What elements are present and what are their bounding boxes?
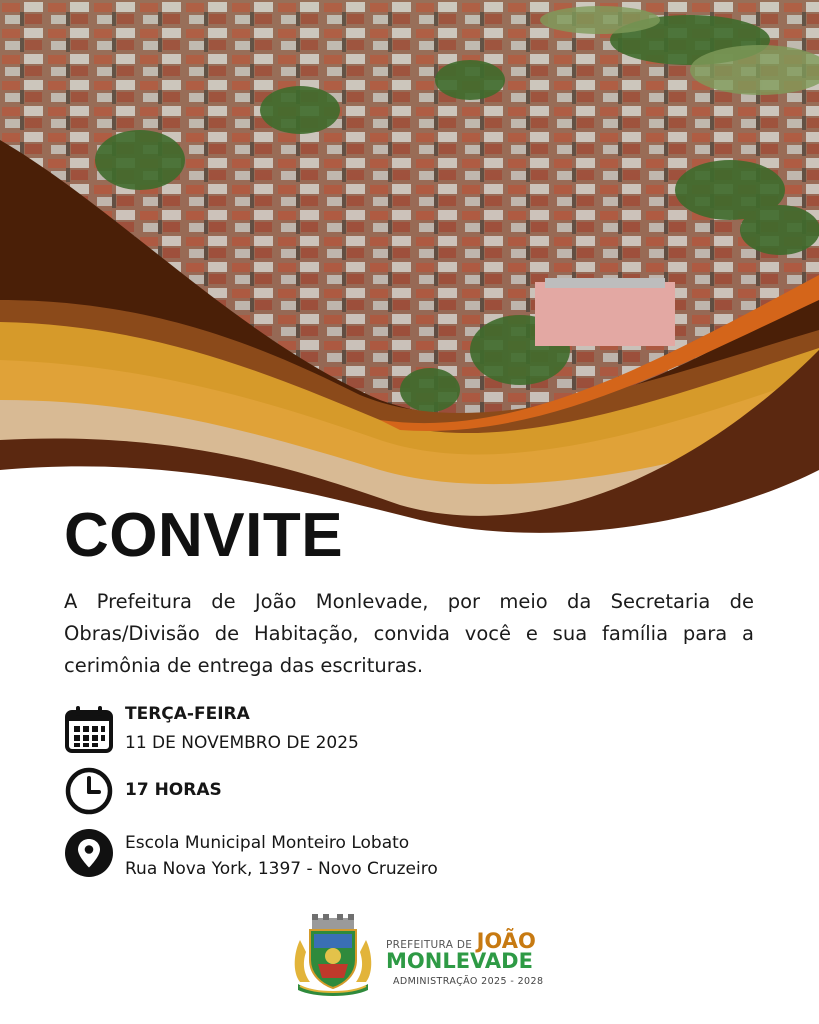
clock-icon (64, 766, 114, 816)
event-day: TERÇA-FEIRA (125, 704, 250, 724)
logo-prefix: PREFEITURA DE (386, 939, 473, 951)
location-pin-icon (64, 828, 114, 878)
event-address: Rua Nova York, 1397 - Novo Cruzeiro (125, 859, 438, 879)
invitation-text: A Prefeitura de João Monlevade, por meio da Secretaria de Obras/Divisão de Habitação, convida você e sua família para a cerimônia de entrega das escrituras. (64, 590, 754, 677)
logo-name-2: MONLEVADE (386, 949, 533, 973)
coat-of-arms-icon (290, 912, 376, 996)
logo-tagline: ADMINISTRAÇÃO 2025 - 2028 (393, 976, 544, 987)
city-hall-logo (290, 912, 550, 998)
event-date: 11 DE NOVEMBRO DE 2025 (125, 733, 359, 753)
logo-name-1: JOÃO (476, 929, 536, 953)
event-venue: Escola Municipal Monteiro Lobato (125, 833, 410, 853)
event-time: 17 HORAS (125, 780, 222, 800)
invitation-title: CONVITE (64, 501, 344, 570)
calendar-icon (64, 704, 114, 754)
